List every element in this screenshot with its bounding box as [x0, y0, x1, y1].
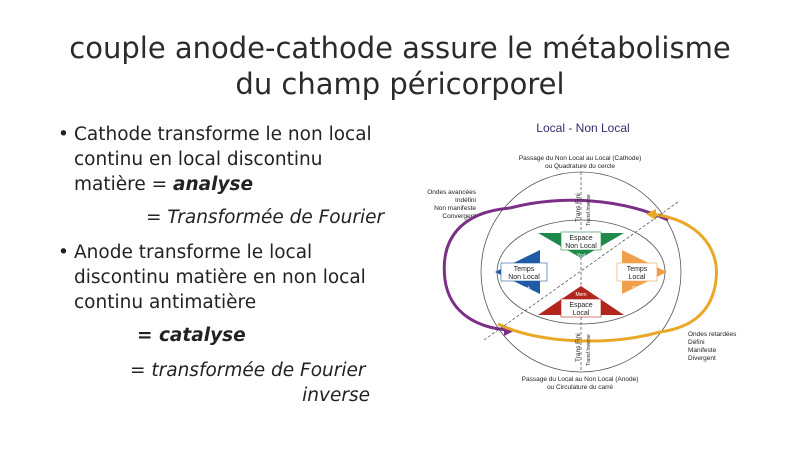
left-wave-2: Indéfini: [455, 197, 476, 204]
title-line-1: couple anode-cathode assure le métabolisme: [69, 31, 731, 65]
trans-fini-top: Trans Fini: [575, 193, 582, 222]
left-box-line2: Non Local: [508, 274, 540, 281]
bullet-dot: •: [58, 124, 69, 145]
bullet-anode: [58, 240, 414, 315]
bullet1-line3-text: matière =: [74, 174, 173, 195]
right-box-line1: Temps: [626, 266, 648, 273]
top-box-line2: Non Local: [565, 243, 597, 250]
right-wave-3: Manifeste: [688, 347, 717, 354]
bottom-caption-1: Passage du Local au Non Local (Anode): [521, 376, 639, 383]
fourier-inverse-line1: = transformée de Fourier: [130, 360, 366, 381]
catalyse-line: [137, 325, 246, 346]
right-sub-label: Shin: [631, 286, 643, 292]
slide-title: [40, 30, 760, 102]
local-nonlocal-diagram: [420, 110, 780, 410]
bullet2-line2: discontinu matière en non local: [74, 267, 366, 288]
right-wave-2: Défini: [688, 339, 705, 346]
right-wave-4: Divergent: [688, 355, 716, 362]
bottom-box-line1: Espace: [569, 302, 593, 309]
trans-inverse-top: Transf.Inverse: [586, 194, 592, 226]
purple-loop: [444, 208, 510, 330]
fourier-text: = Transformée de Fourier: [146, 207, 385, 228]
bullet2-line1: Anode transforme le local: [74, 242, 313, 263]
right-box-line2: Local: [628, 274, 646, 281]
bullet2-line3: continu antimatière: [74, 292, 257, 313]
left-sub-label: Aleph: [517, 286, 531, 292]
right-wave-1: Ondes retardées: [688, 331, 737, 338]
bullet-dot: •: [58, 242, 69, 263]
left-wave-1: Ondes avancées: [427, 189, 476, 196]
trans-inverse-bottom: Transf.Inverse: [586, 334, 592, 366]
top-box-line1: Espace: [569, 235, 593, 242]
left-wave-3: Non manifeste: [434, 205, 476, 212]
bottom-caption-2: ou Circulature du carré: [546, 384, 614, 391]
title-line-2: du champ péricorporel: [235, 67, 565, 101]
bullet1-line2: continu en local discontinu: [74, 149, 323, 170]
left-box-line1: Temps: [513, 266, 535, 273]
top-caption-2: ou Quadrature du cercle: [544, 163, 616, 170]
right-waves-labels: [688, 331, 737, 362]
diagram-title: Local - Non Local: [536, 121, 630, 135]
bullet1-line1: Cathode transforme le non local: [74, 124, 372, 145]
catalyse-emph: catalyse: [158, 325, 246, 346]
top-caption-1: Passage du Non Local au Local (Cathode): [518, 155, 642, 162]
trans-fini-bottom: Trans Fini: [575, 333, 582, 362]
left-wave-4: Convergent: [442, 213, 476, 220]
top-sub-label: Yod: [576, 253, 586, 259]
bullet1-line3: [74, 172, 414, 197]
fourier-inverse-text: [130, 358, 370, 408]
analyse-emph: analyse: [172, 174, 254, 195]
bullet-cathode: [58, 122, 414, 197]
fourier-inverse-line2: inverse: [302, 385, 370, 406]
left-waves-labels: [427, 189, 477, 220]
bottom-sub-label: Mem: [575, 292, 587, 298]
bottom-box-line2: Local: [572, 310, 590, 317]
catalyse-eq: =: [137, 325, 159, 346]
